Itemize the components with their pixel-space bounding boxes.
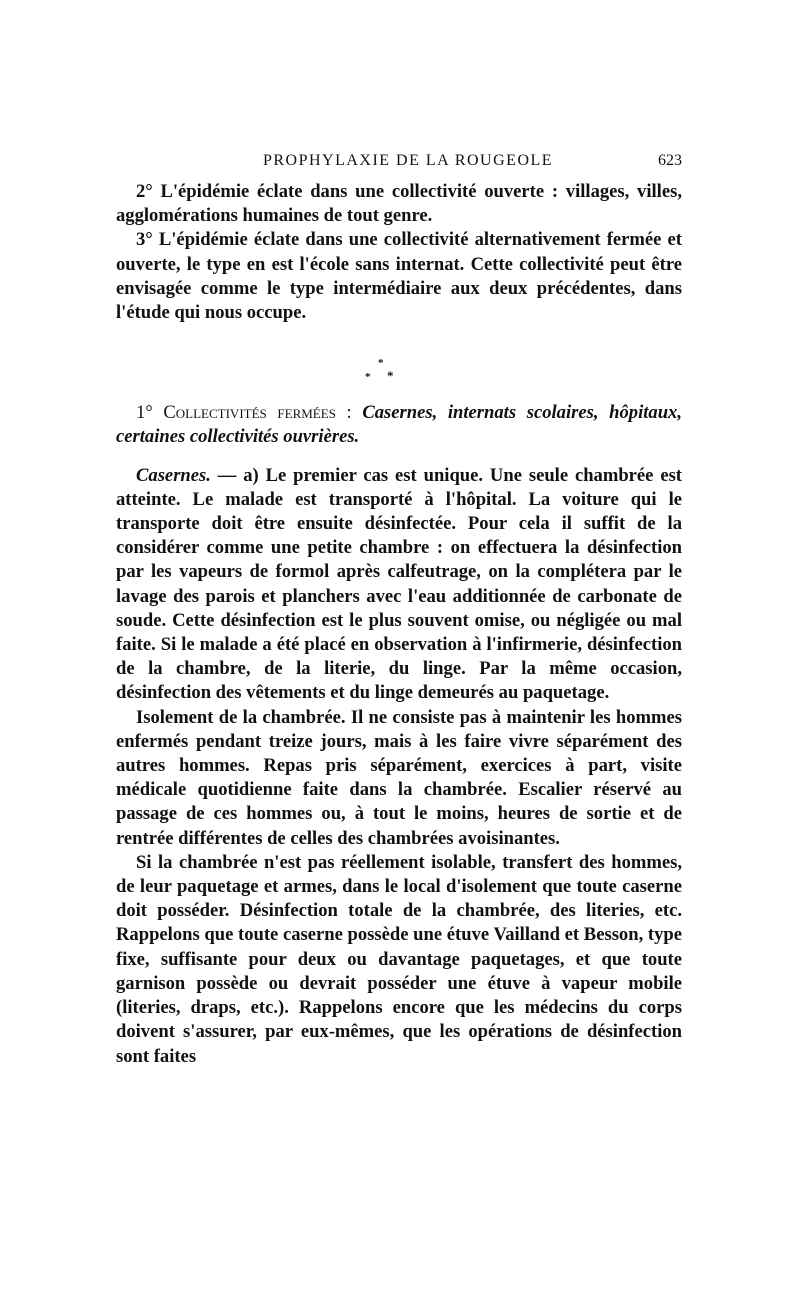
section-title-caps: Collectivités fermées xyxy=(163,402,336,424)
asterism-star: * xyxy=(378,357,384,370)
paragraph-isolement: Isolement de la chambrée. Il ne consiste pas à maintenir les hommes enfermés pendant treize jours, mais à les faire vivre séparément des autres hommes. Repas pris séparément, exercices à part, visite médicale quotidienne faite dans la chambrée. Escalier réservé au passage de ces hommes ou, à tout le moins, heures de sortie et de rentrée différentes de celles des chambrées avoisinantes. xyxy=(116,706,682,849)
page-number: 623 xyxy=(658,152,682,169)
running-title: PROPHYLAXIE DE LA ROUGEOLE xyxy=(262,152,554,169)
section-heading xyxy=(116,401,682,449)
paragraph-transfert: Si la chambrée n'est pas réellement isolable, transfert des hommes, de leur paquetage et armes, dans le local d'isolement que toute caserne doit posséder. Désinfection totale de la chambrée, des literies, etc. Rappelons que toute caserne possède une étuve Vailland et Besson, type fixe, suffisante pour deux ou davantage paquetages, et que toute garnison possède ou devrait posséder une étuve à vapeur mobile (literies, draps, etc.). Rappelons encore que les médecins du corps doivent s'assurer, par eux-mêmes, que les opérations de désinfection sont faites xyxy=(116,851,682,1067)
paragraph-casernes xyxy=(116,464,682,706)
asterism-star: * xyxy=(387,368,394,384)
section-number: 1° xyxy=(136,402,153,424)
running-header xyxy=(118,152,682,170)
body-text xyxy=(116,180,682,1069)
section-colon: : xyxy=(335,402,363,424)
section-title-italic: Casernes, internats scolaires, hôpitaux, certaines collectivités ouvrières. xyxy=(116,402,682,448)
casernes-lead: Casernes. xyxy=(136,464,211,486)
casernes-text: — a) Le premier cas est unique. Une seule chambrée est atteinte. Le malade est transporté à l'hôpital. La voiture qui le transporte doit être ensuite désinfectée. Pour cela il suffit de la considérer comme une petite chambre : on effectuera la désinfection par les vapeurs de formol après calfeutrage, on la complétera par le lavage des parois et planchers avec l'eau additionnée de carbonate de soude. Cette désinfection est le plus souvent omise, ou négligée ou mal faite. Si le malade a été placé en observation à l'infirmerie, désinfection de la chambre, de la literie, du linge. Par la même occasion, désinfection des vêtements et du linge demeurés au paquetage. xyxy=(116,464,682,704)
asterism-separator xyxy=(116,335,682,401)
paragraph-case-2: 2° L'épidémie éclate dans une collectivité ouverte : villages, villes, agglomérations humaines de tout genre. xyxy=(116,181,682,227)
asterism-star: * xyxy=(365,371,371,384)
paragraph-case-3: 3° L'épidémie éclate dans une collectivité alternativement fermée et ouverte, le type en est l'école sans internat. Cette collectivité peut être envisagée comme le type intermédiaire aux deux précédentes, dans l'étude qui nous occupe. xyxy=(116,229,682,324)
